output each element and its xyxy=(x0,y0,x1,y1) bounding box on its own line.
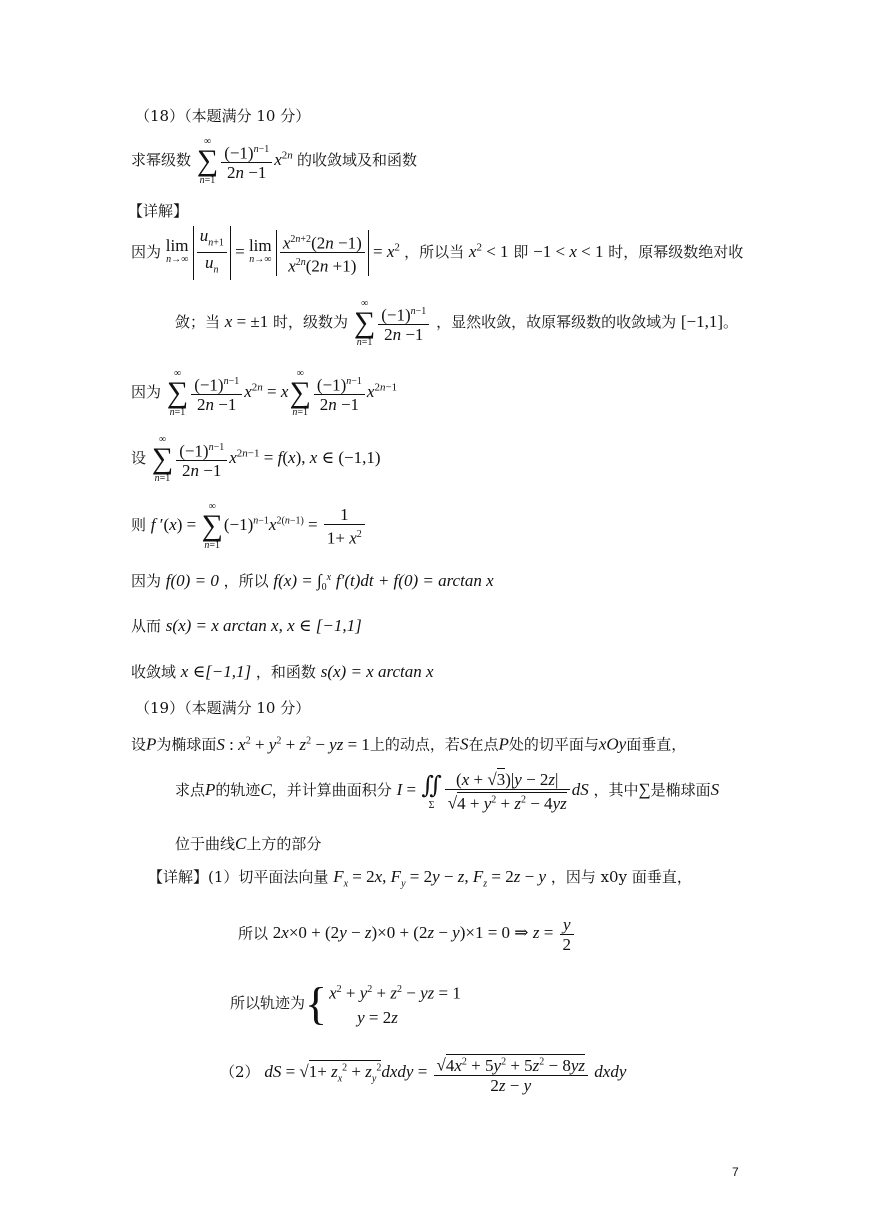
text-because: 因为 xyxy=(131,382,162,401)
t: （2） xyxy=(220,1063,260,1082)
f-zero: f(0) = 0 xyxy=(165,571,219,590)
q18-rewrite-line: 因为 ∞ ∑ n=1 $\frac{(-1)^{n-1}}{2n -1}$ $x^{2n} = x$ ∞ ∑ n=1 $\frac{(-1)^{n-1}}{2n -1}$ $x^{2n-1}$ xyxy=(131,368,398,418)
s-of-x: s(x) = x arctan x, x ∈ [−1,1] xyxy=(165,616,362,635)
q18-header: （18）（本题满分 10 分） xyxy=(135,107,311,125)
q19-part2: （2） dS = $√1+ z_x^2$ + $z_y^2dxdy$ = $\frac{√4x^2 + 5y^2 + 5z^2 - 8yz}{2z - y}$ dxdy xyxy=(220,1052,626,1098)
q19-statement-1: 设P为椭球面S : $x^2 + y^2 + z^2$ − yz = 1上的动点，若S在点P处的切平面与xOy面垂直， xyxy=(131,734,687,754)
t: 上的动点，若 xyxy=(369,735,460,754)
t: 所以轨迹为 xyxy=(230,993,306,1012)
t: 面垂直， xyxy=(626,735,687,754)
t: 上方的部分 xyxy=(246,835,322,853)
page-number: 7 xyxy=(732,1165,739,1179)
t: ，并计算曲面积分 xyxy=(271,781,392,800)
t: ，其中 xyxy=(593,781,639,800)
t: ，因与 x0y 面垂直， xyxy=(550,868,692,886)
q18-hence xyxy=(131,616,362,636)
q18-derivative: 则 f ′(x) = ∞ ∑ n=1 $(-1)^{n-1}x^{2(n-1)}$ = $\frac{1}{1+ x^2}$ xyxy=(131,501,367,551)
text-ji: 即 xyxy=(513,242,529,261)
text-series-is: 时，级数为 xyxy=(273,312,349,331)
q18-detail-tag: 【详解】 xyxy=(128,202,189,220)
q18-define-f: 设 ∞ ∑ n=1 $\frac{(-1)^{n-1}}{2n -1}$ $x^{2n-1} = f(x)$, x ∈ (−1,1) xyxy=(131,434,381,484)
q18-endpoint-line: 敛；当 x = ±1 时，级数为 ∞ ∑ n=1 $\frac{(-1)^{n-1}}{2n -1}$ ，显然收敛，故原幂级数的收敛域为 [−1,1]。 xyxy=(175,298,739,348)
q19-so: 所以 2x×0 + (2y − z)×0 + (2z − y)×1 = 0 ⇒ z = $\frac{y}{2}$ xyxy=(238,915,576,961)
q19-trajectory: 所以轨迹为{ $x^2 + y^2 + z^2$ − yz = 1 y = 2z xyxy=(230,977,461,1029)
surface-integral: I = ∬ Σ $\frac{(x + √3)|y - 2z|}{√4 + y^2 + z^2 - 4yz}$ dS xyxy=(396,770,589,813)
text-then: 则 xyxy=(131,515,147,534)
t: 的轨迹 xyxy=(215,781,261,800)
period: 。 xyxy=(723,312,739,331)
t: 处的切平面与 xyxy=(508,735,599,754)
text-because: 因为 xyxy=(131,572,162,590)
q18-ratio-line: 因为 lim n→∞ $\frac{u_{n+1}}{u_n}$ = lim n→∞ $\frac{x^{2n+2}(2n -1)}{x^{2n}(2n +1)}$ = $x^2$ ，所以当 $x^2 < 1$ 即 −1 < x < 1 时，原幂级数绝对收 xyxy=(131,226,743,278)
fx-integral: f(x) = ∫ xyxy=(273,571,322,590)
q19-detail: 【详解】(1）切平面法向量 $F_x = 2x$, $F_y = 2y - z$, $F_z = 2z - y$ ，因与 x0y 面垂直， xyxy=(148,867,692,890)
domain-value: x ∈[−1,1] xyxy=(180,662,252,681)
prompt-text: 求幂级数 xyxy=(131,150,192,169)
q18-prompt xyxy=(131,136,417,186)
text-domain-is: ，显然收敛，故原幂级数的收敛域为 xyxy=(436,312,677,331)
domain-interval: [−1,1] xyxy=(680,311,724,331)
ratio-limit: lim n→∞ $\frac{u_{n+1}}{u_n}$ = lim n→∞ $\frac{x^{2n+2}(2n -1)}{x^{2n}(2n +1)}$ = $x^2$ xyxy=(166,242,404,261)
t: 求点 xyxy=(175,781,206,800)
text-so-when: ，所以当 xyxy=(404,242,465,261)
power-series: ∞ ∑ n=1 $\frac{(-1)^{n-1}}{2n -1}$ $x^{2n}$ xyxy=(196,136,293,186)
q18-final xyxy=(131,662,434,682)
t: 所以 xyxy=(238,924,269,943)
text-so: ，所以 xyxy=(223,572,269,590)
t: 设 xyxy=(131,735,147,754)
t: 【详解】(1）切平面法向量 xyxy=(148,868,329,886)
text-domain: 收敛域 xyxy=(131,663,177,681)
t: 是椭球面 xyxy=(650,781,711,800)
text-endpoint: 敛；当 xyxy=(175,312,221,331)
q19-statement-3: 位于曲线C上方的部分 xyxy=(175,834,322,853)
text-hence: 从而 xyxy=(131,617,162,635)
sum-func-value: s(x) = x arctan x xyxy=(320,662,434,681)
text-sum-func: ，和函数 xyxy=(255,663,316,681)
prompt-text-2: 的收敛域及和函数 xyxy=(297,150,418,169)
t: 位于曲线 xyxy=(175,835,236,853)
t: 在点 xyxy=(468,735,499,754)
text-because: 因为 xyxy=(131,242,162,261)
integral-result: f′(t)dt + f(0) = arctan x xyxy=(335,571,494,590)
q18-integral: 因为 f(0) = 0 ，所以 $f(x) = \int_0^x$ f′(t)dt + f(0) = arctan x xyxy=(131,571,494,593)
t: 为椭球面 xyxy=(156,735,217,754)
text-set: 设 xyxy=(131,448,147,467)
q19-statement-2: 求点P的轨迹C，并计算曲面积分 I = ∬ Σ $\frac{(x + √3)|y - 2z|}{√4 + y^2 + z^2 - 4yz}$ dS ，其中∑是椭球面S xyxy=(175,770,720,813)
text-conv: 时，原幂级数绝对收 xyxy=(608,242,744,261)
q19-header: （19）（本题满分 10 分） xyxy=(135,699,311,717)
